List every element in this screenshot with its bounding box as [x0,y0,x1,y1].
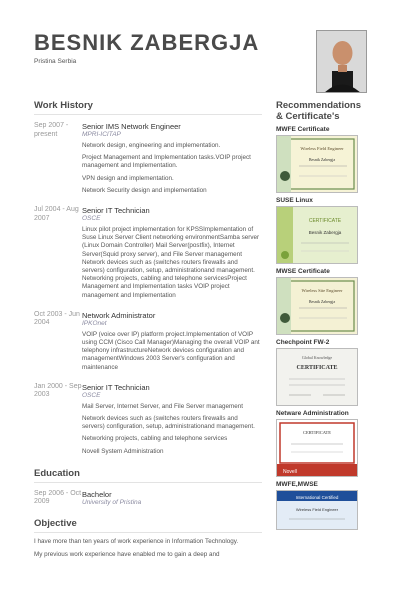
certificate-image[interactable] [276,419,358,477]
certificate-item [276,268,366,335]
certificate-caption: Wireless Field Engineer [300,146,344,151]
employer: OSCE [82,215,101,223]
sidebar-column [276,100,366,530]
recommendations-heading: Recommendations & Certificate's [276,100,361,122]
work-entry [34,311,262,376]
certificate-item [276,197,366,264]
education-dates: Sep 2006 - Oct 2009 [34,489,82,506]
work-dates: Sep 2007 - present [34,122,69,138]
certificate-label: MWFE,MWSE [276,481,318,488]
job-description: Linux pilot project implementation for KPSSImplementation of Suse Linux Server Client networking environmentSamba server (Linux Domain Controller) Mail Server(postfix), Internet Server(Squid proxy server), and File Server management Network devices such as (switches routers firewalls and servers) configuration, setup, administrationand management. Networking projects, cabling and telephone servicesProject Management and Implementation tasks VOIP project management and Implementation [82,226,260,299]
job-title: Senior IMS Network Engineer [82,122,181,131]
certificate-name: Wireless Field Engineer [295,507,339,512]
certificate-name: Novell [283,469,297,475]
certificate-label: MWSE Certificate [276,268,330,275]
certificate-label: SUSE Linux [276,197,313,204]
degree: Bachelor [82,489,112,499]
education-heading: Education [34,468,262,483]
job-title: Senior IT Technician [82,382,150,392]
work-entry [34,383,262,460]
certificate-label: Netware Administration [276,410,349,417]
employer: OSCE [82,391,101,399]
certificate-image[interactable] [276,206,358,264]
work-history-heading: Work History [34,100,262,115]
certificate-item [276,126,366,193]
certificate-caption: CERTIFICATE [303,430,331,435]
certificate-label: MWFE Certificate [276,126,330,133]
main-column [34,100,262,559]
certificate-item [276,339,366,406]
institution: University of Pristina [82,498,142,506]
certificate-caption: CERTIFICATE [308,218,342,224]
job-description: VPN design and implementation. [82,174,174,182]
certificate-name: Global Knowledge [301,355,333,360]
job-description: Network design, engineering and implementation. [82,142,221,149]
certificate-image[interactable] [276,277,358,335]
certificate-caption: CERTIFICATE [296,365,338,371]
work-dates: Jul 2004 - Aug 2007 [34,206,79,222]
work-entry [34,122,262,199]
certificate-image[interactable] [276,348,358,406]
certificate-caption: International Certified [295,495,339,500]
certificate-caption: Wireless Site Engineer [301,288,343,293]
candidate-location: Pristina Serbia [34,58,77,65]
education-entry [34,490,262,510]
job-description: Novell System Administration [82,447,164,455]
work-entry [34,206,262,304]
objective-heading: Objective [34,518,262,533]
employer: MPRI-ICITAP [82,131,121,138]
certificate-name: Besnik Zabergja [308,157,336,162]
job-description: Mail Server, Internet Server, and File Server management [82,402,243,410]
certificate-item [276,481,366,530]
job-description: VOIP (voice over IP) platform project.Implementation of VOIP using CCM (Cisco Call Manager)Managing the overall VOIP ant telephony infrastructureNetwork devices configuration and managementWindows 2003 Server's configuration and maintenance [82,330,260,371]
certificate-image[interactable] [276,490,358,530]
job-title: Senior IT Technician [82,206,150,216]
certificate-item [276,410,366,477]
certificate-name: Besnik Zabergja [308,230,342,235]
objective-text: I have more than ten years of work experience in Information Technology. [34,537,239,545]
employer: IPKOnet [82,319,107,327]
work-dates: Jan 2000 - Sep 2003 [34,382,82,399]
job-description: Networking projects, cabling and telephone services [82,435,228,443]
certificate-image[interactable] [276,135,358,193]
job-description: Network Security design and implementation [82,186,207,194]
objective-text: My previous work experience have enabled me to gain a deep and [34,551,220,559]
job-description: Project Management and Implementation tasks.VOIP project management and Implementation. [82,154,251,170]
resume-header [34,30,259,65]
candidate-name: BESNIK ZABERGJA [34,30,260,55]
work-dates: Oct 2003 - Jun 2004 [34,310,80,327]
certificate-name: Besnik Zabergja [308,299,336,304]
job-title: Network Administrator [82,310,156,320]
certificate-label: Chechpoint FW-2 [276,339,330,346]
job-description: Network devices such as (switches routers firewalls and servers) configuration, setup, administrationand management. [82,415,255,431]
profile-photo [316,30,367,93]
